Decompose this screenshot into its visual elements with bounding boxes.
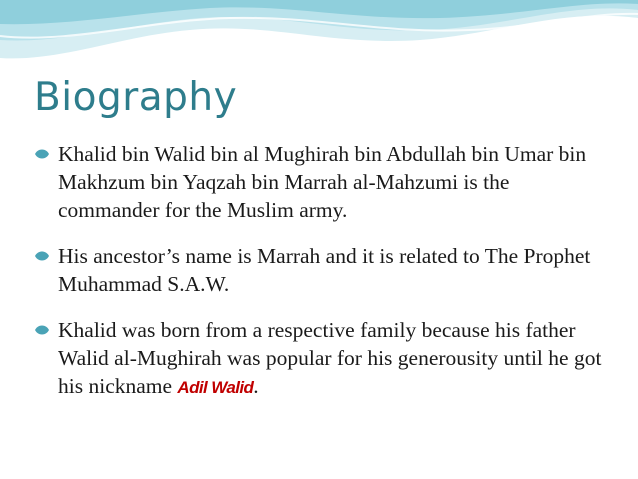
header-wave-decoration [0,0,638,80]
nickname-highlight: Adil Walid [177,378,254,397]
bullet-item [34,140,604,224]
bullet-text: Khalid was born from a respective family because his father Walid al-Mughirah was popular for his generousity until he got his nickname [58,318,602,398]
slide-title: Biography [34,75,238,120]
bullet-item [34,242,604,298]
bullet-icon [34,323,50,337]
bullet-icon [34,147,50,161]
bullet-text: His ancestor’s name is Marrah and it is related to The Prophet Muhammad S.A.W. [58,244,591,296]
bullet-icon [34,249,50,263]
bullet-item [34,316,604,402]
bullet-list [34,140,604,402]
bullet-text-end: . [253,374,259,398]
bullet-text: Khalid bin Walid bin al Mughirah bin Abdullah bin Umar bin Makhzum bin Yaqzah bin Marrah al-Mahzumi is the commander for the Muslim army. [58,142,587,222]
